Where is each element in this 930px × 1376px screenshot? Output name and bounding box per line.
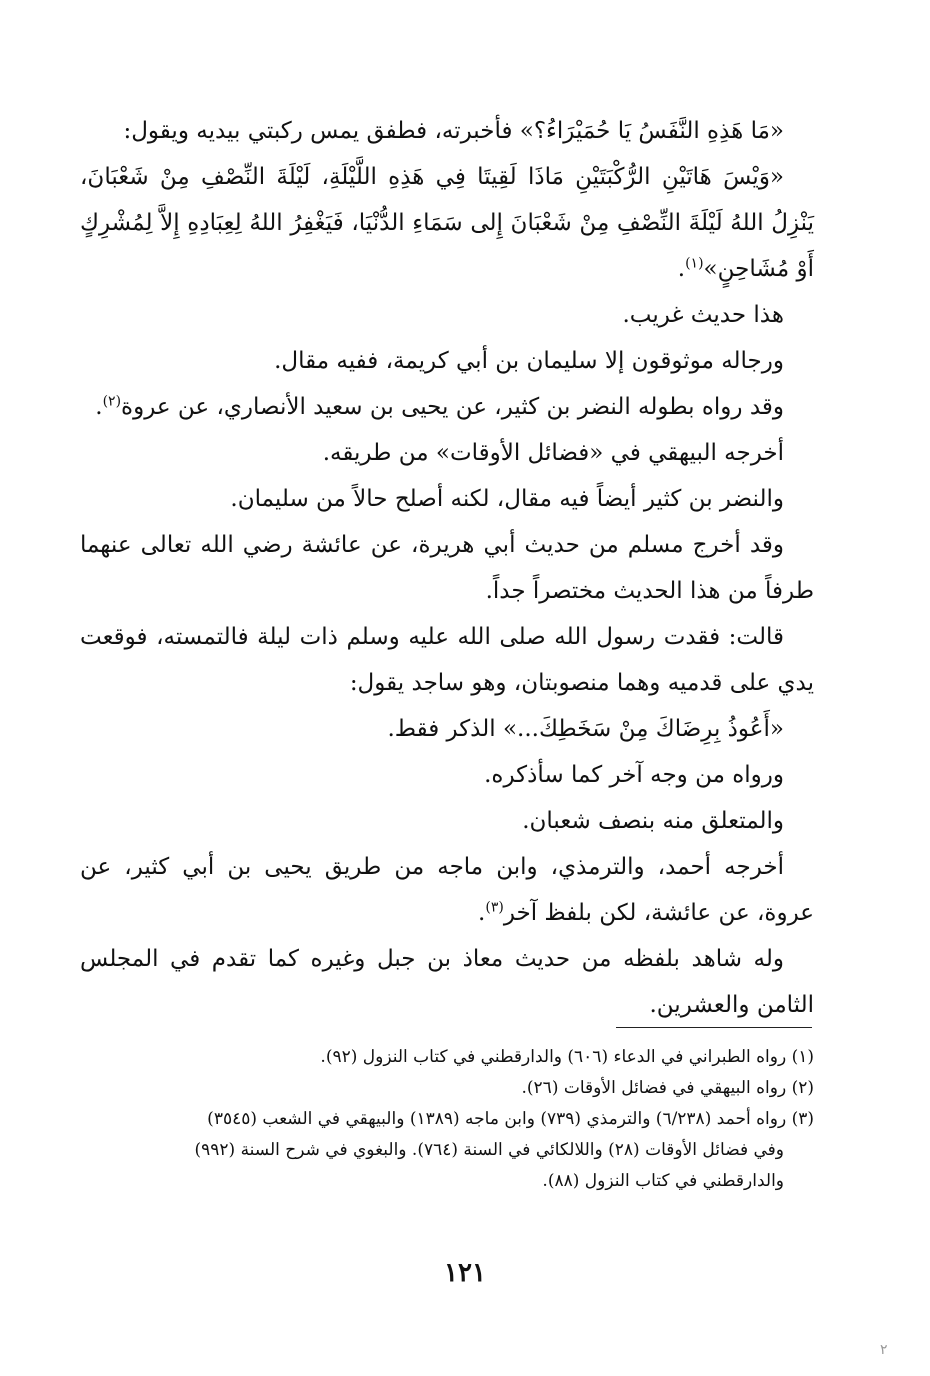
paragraph-7: والنضر بن كثير أيضاً فيه مقال، لكنه أصلح حالاً من سليمان. [230,486,784,512]
paragraph-14: وله شاهد بلفظه من حديث معاذ بن جبل وغيره كما تقدم في المجلس الثامن والعشرين. [80,946,814,1018]
paragraph-10: «أَعُوذُ بِرِضَاكَ مِنْ سَخَطِكَ...» الذكر فقط. [387,716,784,742]
corner-mark: ٢ [880,1342,888,1358]
sentence-end: . [677,256,686,282]
paragraph-8: وقد أخرج مسلم من حديث أبي هريرة، عن عائشة رضي الله تعالى عنهما طرفاً من هذا الحديث مختصراً جداً. [80,532,814,604]
footnote-ref-3: (٣) [485,899,504,916]
footnote-ref-2: (٢) [102,393,122,410]
footnote-2: (٢) رواه البيهقي في فضائل الأوقات (٢٦). [521,1078,814,1098]
paragraph-3: هذا حديث غريب. [622,302,784,328]
footnote-1: (١) رواه الطبراني في الدعاء (٦٠٦) والدارقطني في كتاب النزول (٩٢). [320,1047,814,1067]
paragraph-9: قالت: فقدت رسول الله صلى الله عليه وسلم ذات ليلة فالتمسته، فوقعت يدي على قدميه وهما منصوبتان، وهو ساجد يقول: [80,624,814,696]
paragraph-12: والمتعلق منه بنصف شعبان. [522,808,784,834]
footnote-3-line-2: وفي فضائل الأوقات (٢٨) واللالكائي في السنة (٧٦٤). والبغوي في شرح السنة (٩٩٢) [194,1140,784,1160]
footnote-ref-1: (١) [685,255,704,272]
footnotes [84,1042,814,1197]
sentence-end: . [478,900,486,926]
paragraph-2 [80,154,814,292]
paragraph-13 [80,844,814,936]
paragraph-5-text: وقد رواه بطوله النضر بن كثير، عن يحيى بن سعيد الأنصاري، عن عروة [121,394,784,420]
paragraph-11: ورواه من وجه آخر كما سأذكره. [484,762,784,788]
paragraph-13-text: أخرجه أحمد، والترمذي، وابن ماجه من طريق يحيى بن أبي كثير، عن عروة، عن عائشة، لكن بلفظ آخر [80,854,814,926]
footnote-divider [616,1027,812,1028]
paragraph-1: «مَا هَذِهِ النَّفَسُ يَا حُمَيْرَاءُ؟» فأخبرته، فطفق يمس ركبتي بيديه ويقول: [123,118,784,144]
main-text [80,108,814,1028]
paragraph-6: أخرجه البيهقي في «فضائل الأوقات» من طريقه. [322,440,784,466]
footnote-3-line-1: (٣) رواه أحمد (٦/٢٣٨) والترمذي (٧٣٩) وابن ماجه (١٣٨٩) والبيهقي في الشعب (٣٥٤٥) [207,1109,814,1129]
page-number: ١٢١ [444,1258,486,1288]
paragraph-5 [80,384,814,430]
sentence-end: . [95,394,103,420]
footnote-3-line-3: والدارقطني في كتاب النزول (٨٨). [542,1171,784,1191]
paragraph-4: ورجاله موثوقون إلا سليمان بن أبي كريمة، ففيه مقال. [274,348,784,374]
hadith-text: «وَيْسَ هَاتَيْنِ الرُّكْبَتَيْنِ مَاذَا لَقِيتَا فِي هَذِهِ اللَّيْلَةِ، لَيْلَةَ النِّصْفِ مِنْ شَعْبَانَ، يَنْزِلُ اللهُ لَيْلَةَ النِّصْفِ مِنْ شَعْبَانَ إِلى سَمَاءِ الدُّنْيَا، فَيَغْفِرُ اللهُ لِعِبَادِهِ إِلاَّ لِمُشْرِكٍ أَوْ مُشَاحِنٍ» [80,164,814,282]
